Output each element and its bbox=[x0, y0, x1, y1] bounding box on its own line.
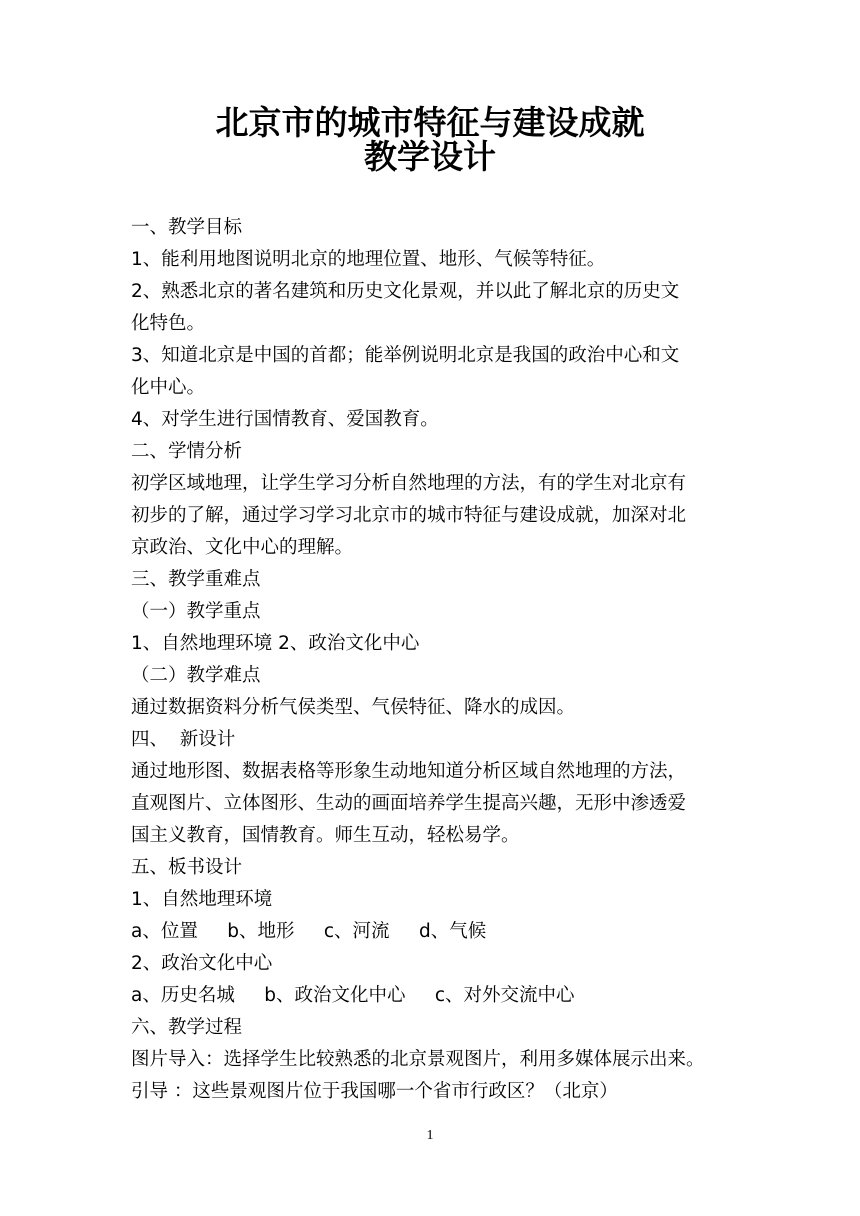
text-line: 1、自然地理环境 bbox=[131, 889, 273, 910]
document-body bbox=[131, 212, 731, 1108]
text-line: 2、政治文化中心 bbox=[131, 953, 273, 974]
text-line: a、历史名城 b、政治文化中心 c、对外交流中心 bbox=[131, 985, 575, 1006]
section-heading-objectives: 一、教学目标 bbox=[131, 217, 243, 238]
text-line: 引导 ：这些景观图片位于我国哪一个省市行政区？（北京） bbox=[131, 1081, 618, 1102]
text-line: 初学区域地理，让学生学习分析自然地理的方法，有的学生对北京有 bbox=[131, 473, 687, 494]
text-line: 化中心。 bbox=[131, 377, 206, 398]
text-line: 通过数据资料分析气侯类型、气侯特征、降水的成因。 bbox=[131, 697, 576, 718]
text-line: 初步的了解，通过学习学习北京市的城市特征与建设成就，加深对北 bbox=[131, 505, 687, 526]
text-line: 图片导入：选择学生比较熟悉的北京景观图片，利用多媒体展示出来。 bbox=[131, 1049, 705, 1070]
text-line: 3、知道北京是中国的首都；能举例说明北京是我国的政治中心和文 bbox=[131, 345, 680, 366]
subsection-heading: （一）教学重点 bbox=[131, 601, 261, 622]
text-line: 1、自然地理环境 2、政治文化中心 bbox=[131, 633, 420, 654]
text-line: 直观图片、立体图形、生动的画面培养学生提高兴趣，无形中渗透爱 bbox=[131, 793, 687, 814]
subsection-heading: （二）教学难点 bbox=[131, 665, 261, 686]
text-line: 1、能利用地图说明北京的地理位置、地形、气候等特征。 bbox=[131, 249, 606, 270]
text-line: 化特色。 bbox=[131, 313, 206, 334]
section-heading-design: 四、 新设计 bbox=[131, 729, 236, 750]
text-line: 国主义教育，国情教育。师生互动，轻松易学。 bbox=[131, 825, 520, 846]
section-heading-key-points: 三、教学重难点 bbox=[131, 569, 261, 590]
text-line: 京政治、文化中心的理解。 bbox=[131, 537, 354, 558]
text-line: 2、熟悉北京的著名建筑和历史文化景观，并以此了解北京的历史文 bbox=[131, 281, 680, 302]
page-number: 1 bbox=[426, 1128, 434, 1143]
section-heading-board: 五、板书设计 bbox=[131, 857, 243, 878]
text-line: a、位置 b、地形 c、河流 d、气候 bbox=[131, 921, 487, 942]
section-heading-analysis: 二、学情分析 bbox=[131, 441, 243, 462]
text-line: 通过地形图、数据表格等形象生动地知道分析区域自然地理的方法， bbox=[131, 761, 687, 782]
text-line: 4、对学生进行国情教育、爱国教育。 bbox=[131, 409, 439, 430]
section-heading-process: 六、教学过程 bbox=[131, 1017, 243, 1038]
document-title: 北京市的城市特征与建设成就 bbox=[215, 103, 645, 142]
document-subtitle: 教学设计 bbox=[364, 137, 496, 176]
